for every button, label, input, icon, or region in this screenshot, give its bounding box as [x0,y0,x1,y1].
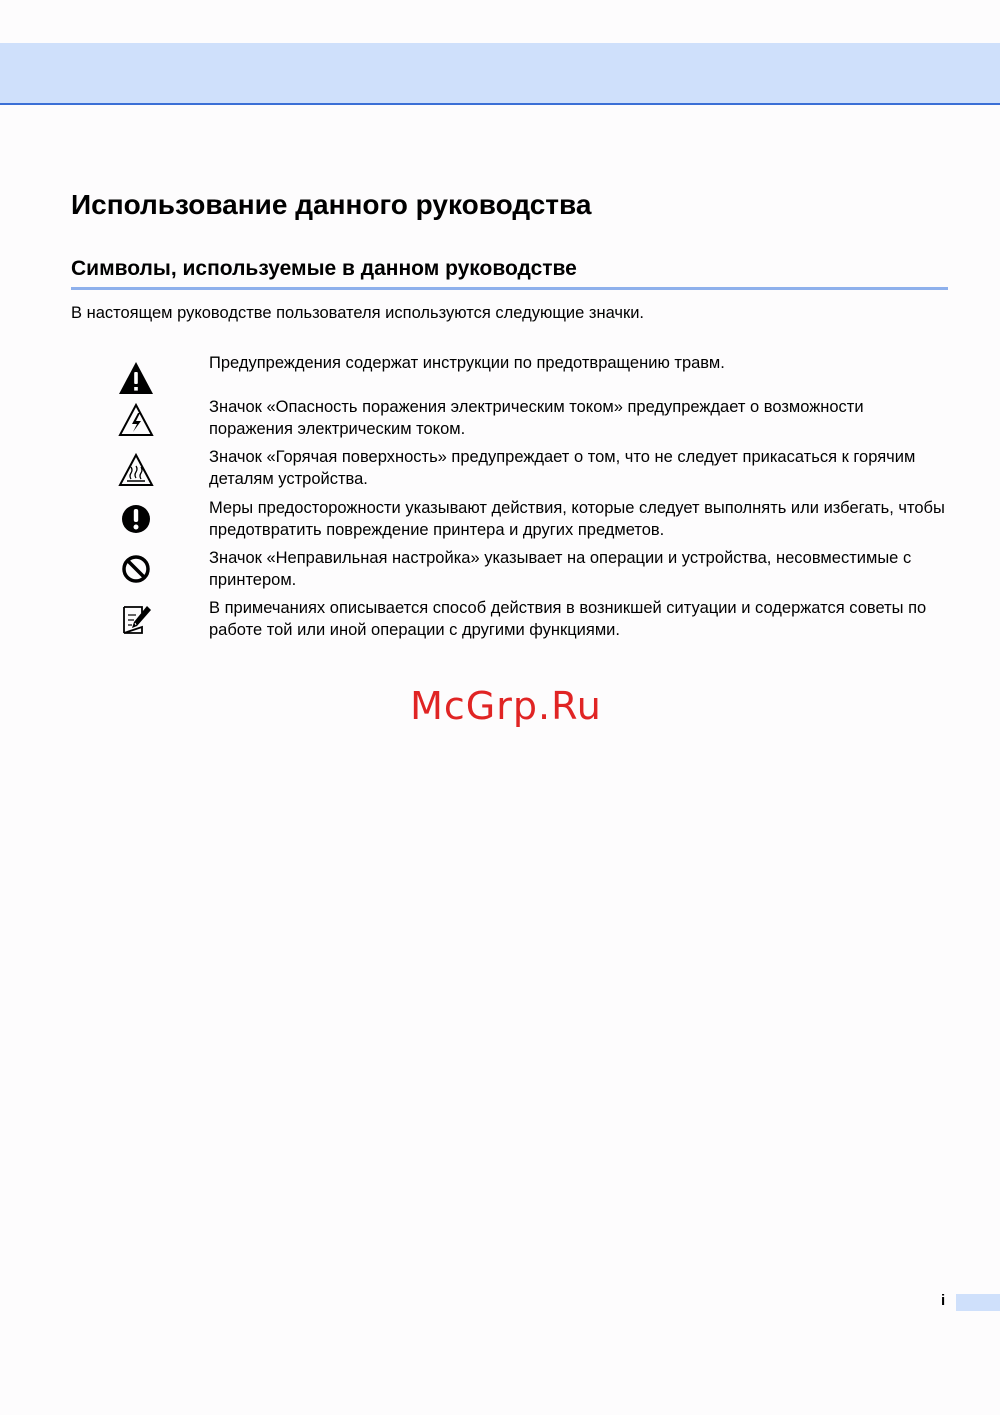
intro-paragraph: В настоящем руководстве пользователя используются следующие значки. [71,304,644,322]
symbol-description: Значок «Горячая поверхность» предупреждает о том, что не следует прикасаться к горячим деталям устройства. [209,448,916,488]
section-divider [71,287,948,290]
warning-triangle-icon [118,360,154,396]
section-title: Символы, используемые в данном руководстве [71,257,577,280]
hot-surface-icon [118,452,154,488]
page-tab-marker [956,1294,1000,1311]
page-number: i [941,1292,946,1309]
symbol-description: Значок «Опасность поражения электрическим током» предупреждает о возможности поражения электрическим током. [209,398,864,438]
symbol-description: Предупреждения содержат инструкции по предотвращению травм. [209,354,725,372]
electrical-hazard-icon [118,402,154,438]
prohibited-icon [118,551,154,587]
caution-exclamation-icon [118,501,154,537]
watermark: McGrp.Ru [410,684,602,728]
symbol-description: Значок «Неправильная настройка» указывает на операции и устройства, несовместимые с принтером. [209,549,912,589]
symbol-description: В примечаниях описывается способ действия в возникшей ситуации и содержатся советы по работе той или иной операции с другими функциями. [209,599,927,639]
header-band [0,43,1000,105]
page-title: Использование данного руководства [71,189,592,220]
symbol-description: Меры предосторожности указывают действия, которые следует выполнять или избегать, чтобы предотвратить повреждение принтера и других предметов. [209,499,945,539]
note-pencil-icon [118,601,154,637]
